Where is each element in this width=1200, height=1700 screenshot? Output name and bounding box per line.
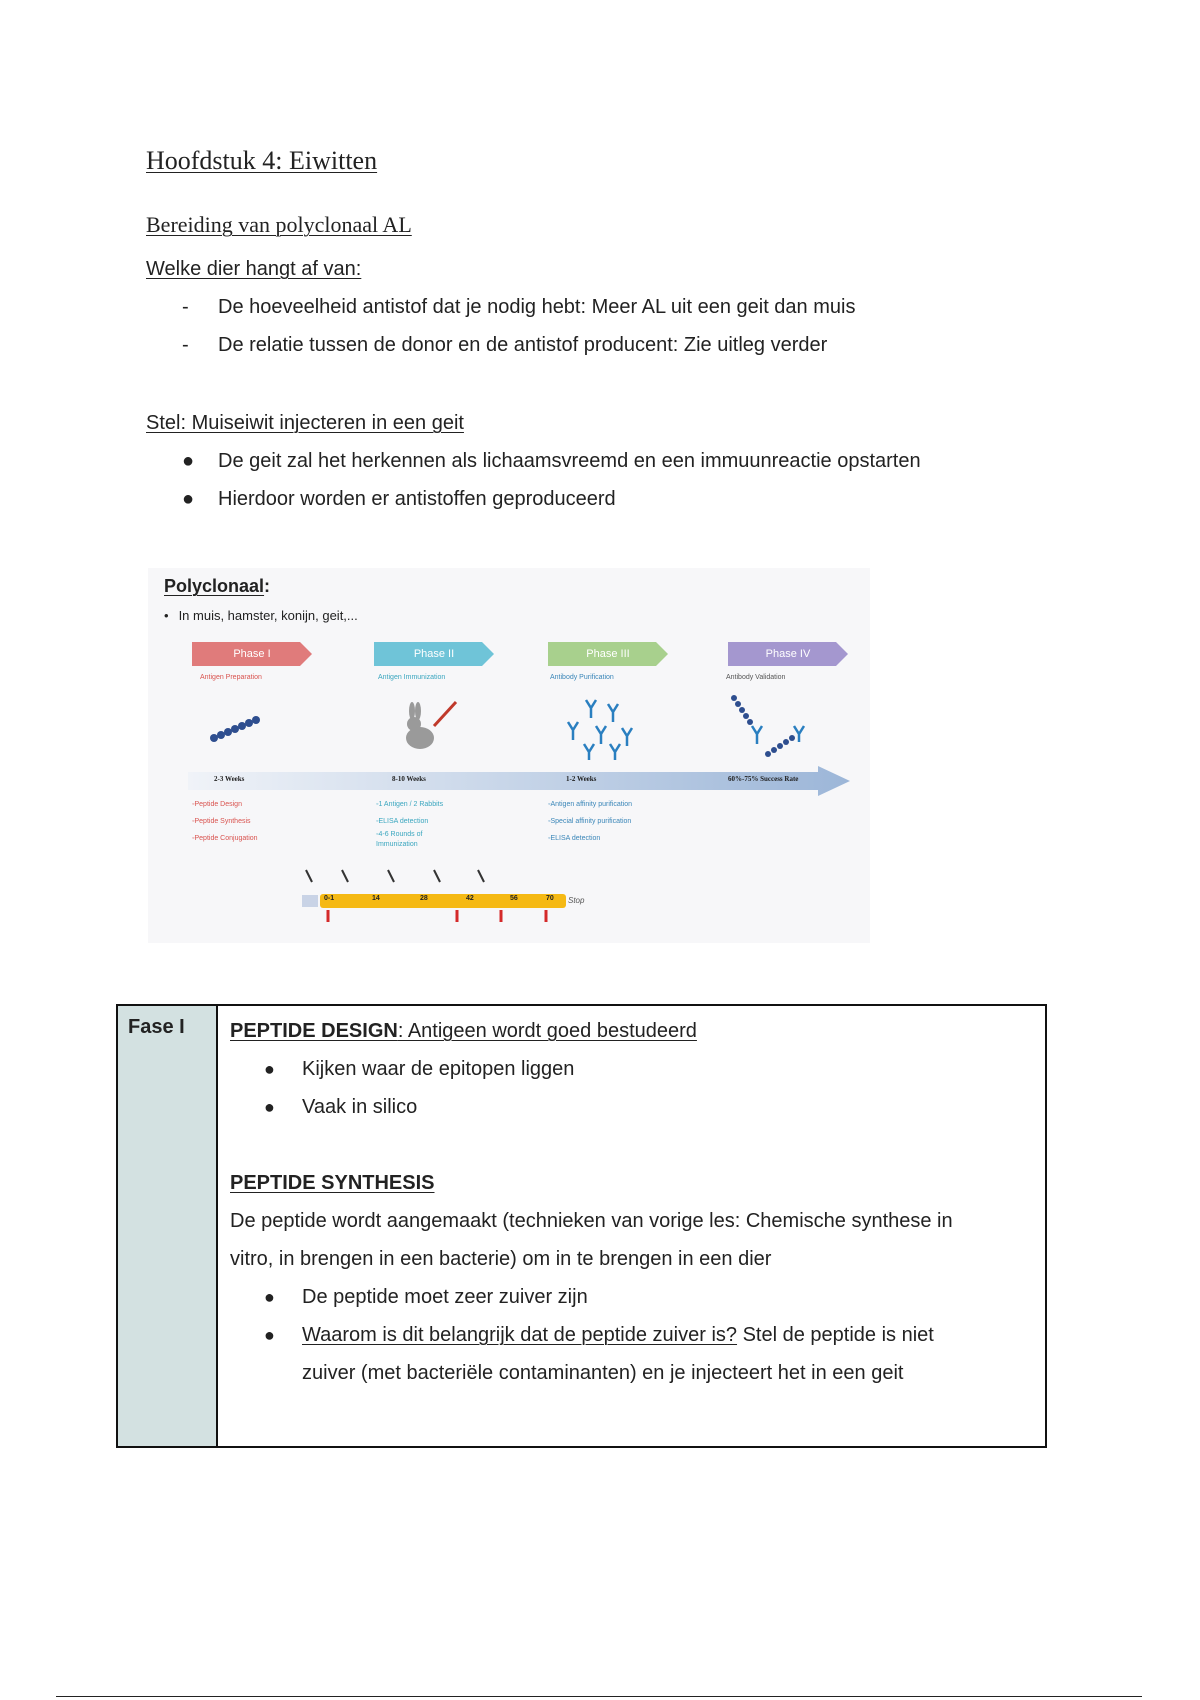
antibody-binding-icon [728,692,818,762]
figure-subtitle: • In muis, hamster, konijn, geit,... [164,608,358,623]
timeline-day: 56 [510,895,518,902]
phase-1-banner: Phase I [192,642,312,666]
design-heading: PEPTIDE DESIGN: Antigeen wordt goed bestudeerd [230,1020,697,1042]
phase-3-duration: 1-2 Weeks [566,775,597,783]
phase-cell [118,1006,218,1446]
phase-4-subtitle: Antibody Validation [726,674,786,681]
phase-2-duration: 8-10 Weeks [392,775,426,783]
list-item: Waarom is dit belangrijk dat de peptide zuiver is? Stel de peptide is niet [302,1324,934,1346]
timeline-bar [320,894,566,908]
phase-1-steps [192,796,258,847]
phase-1-duration: 2-3 Weeks [214,775,245,783]
dash-bullet: - [182,334,189,356]
synthesis-line-1: De peptide wordt aangemaakt (technieken van vorige les: Chemische synthese in [230,1210,953,1232]
injection-marks [298,866,578,896]
step-item: ◦1 Antigen / 2 Rabbits [376,801,444,808]
phase-2-banner: Phase II [374,642,494,666]
bullet-dot: ● [264,1059,275,1079]
phase-3-subtitle: Antibody Purification [550,674,614,681]
phase-1-subtitle: Antigen Preparation [200,674,262,681]
phase-label: Fase I [128,1016,185,1038]
synthesis-line-2: vitro, in brengen in een bacterie) om in te brengen in een dier [230,1248,772,1270]
phase-4-banner: Phase IV [728,642,848,666]
synthesis-heading: PEPTIDE SYNTHESIS [230,1172,435,1194]
phase-2-steps [376,796,466,850]
page-title: Hoofdstuk 4: Eiwitten [146,146,378,175]
list-item-continuation: zuiver (met bacteriële contaminanten) en je injecteert het in een geit [302,1362,904,1384]
animal-choice-heading: Welke dier hangt af van: [146,258,362,280]
timeline-day: 28 [420,895,428,902]
timeline-day: 42 [466,895,474,902]
bullet-dot: ● [264,1287,275,1307]
list-item: Kijken waar de epitopen liggen [302,1058,575,1080]
bullet-dot: ● [182,450,195,472]
step-item: ◦Peptide Synthesis [192,818,251,825]
bullet-dot: ● [182,488,195,510]
phase-2-subtitle: Antigen Immunization [378,674,446,681]
list-item: Vaak in silico [302,1096,418,1118]
antibodies-icon [556,692,646,762]
timeline-day: 70 [546,895,554,902]
bleed-marks [320,908,566,928]
phase-3-steps [548,796,632,847]
phase-4-duration: 60%-75% Success Rate [728,775,799,783]
step-item: ◦Peptide Conjugation [192,835,258,842]
bullet-dot: ● [264,1325,275,1345]
section-title: Bereiding van polyclonaal AL [146,212,412,237]
timeline-day: 14 [372,895,380,902]
list-item: De relatie tussen de donor en de antistof producent: Zie uitleg verder [218,334,828,356]
rabbit-injection-icon [398,696,468,756]
step-item: ◦ELISA detection [548,835,601,842]
figure-title: Polyclonaal: [164,576,271,596]
footer-divider [56,1696,1142,1697]
list-item: De peptide moet zeer zuiver zijn [302,1286,588,1308]
list-item: De geit zal het herkennen als lichaamsvreemd en een immuunreactie opstarten [218,450,921,472]
timeline-day: 0-1 [324,895,335,902]
dash-bullet: - [182,296,189,318]
step-item: ◦ELISA detection [376,818,429,825]
step-item: ◦Peptide Design [192,801,242,808]
step-item: ◦Special affinity purification [548,818,632,825]
bullet-dot: ● [264,1097,275,1117]
injection-heading: Stel: Muiseiwit injecteren in een geit [146,412,464,434]
calendar-icon [302,895,318,907]
timeline-stop: Stop [568,896,585,905]
list-item: Hierdoor worden er antistoffen geproduceerd [218,488,616,510]
polyclonal-workflow-figure [148,568,870,943]
step-item: ◦Antigen affinity purification [548,801,633,808]
phase-table [116,1004,1047,1448]
step-item: ◦4-6 Rounds of Immunization [376,831,423,848]
list-item: De hoeveelheid antistof dat je nodig hebt: Meer AL uit een geit dan muis [218,296,856,318]
phase-3-banner: Phase III [548,642,668,666]
peptide-chain-icon [208,708,268,748]
